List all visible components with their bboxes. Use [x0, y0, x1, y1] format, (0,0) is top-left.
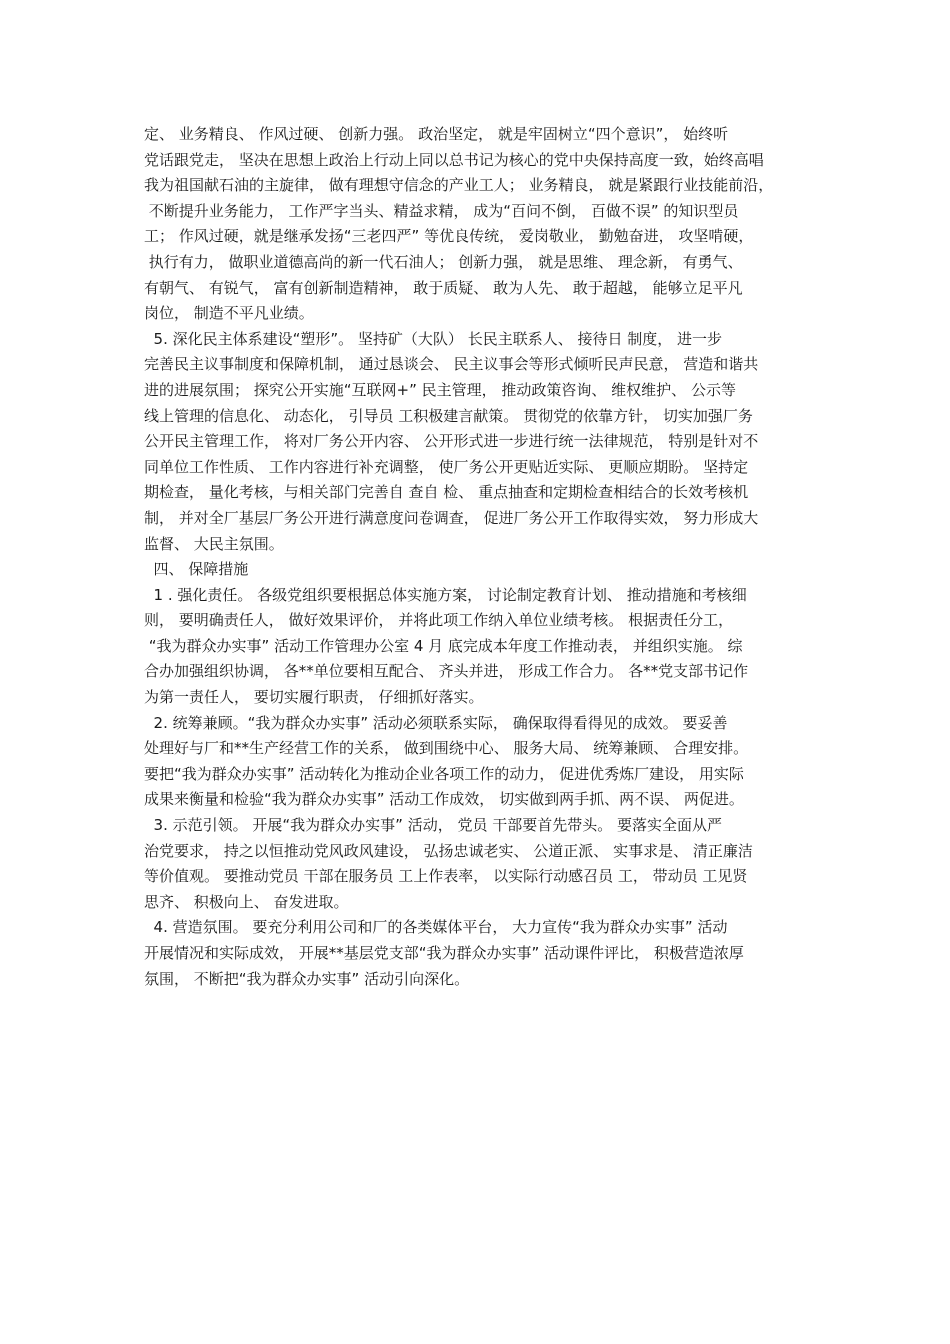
text-line: 开展情况和实际成效， 开展**基层党支部“我为群众办实事” 活动课件评比， 积极营造浓厚 — [144, 944, 744, 962]
text-line: 处理好与厂和**生产经营工作的关系， 做到围绕中心、 服务大局、 统筹兼顾、 合理安排。 — [144, 739, 749, 758]
text-line: 公开民主管理工作， 将对厂务公开内容、 公开形式进一步进行统一法律规范， 特别是针对不 — [144, 432, 759, 451]
text-line: 等价值观。 要推动党员 干部在服务员 工上作表率， 以实际行动感召员 工， 带动员 工见贤 — [144, 867, 748, 886]
text-line: 则， 要明确责任人， 做好效果评价， 并将此项工作纳入单位业绩考核。 根据责任分工， — [144, 611, 734, 630]
text-line: 工； 作风过硬，就是继承发扬“三老四严” 等优良传统， 爱岗敬业， 勤勉奋进， 攻坚啃硬， — [144, 227, 754, 246]
text-line: 完善民主议事制度和保障机制， 通过恳谈会、 民主议事会等形式倾听民声民意， 营造和谐共 — [144, 355, 759, 374]
text-line: 氛围， 不断把“我为群众办实事” 活动引向深化。 — [144, 969, 470, 988]
text-line: 为第一责任人， 要切实履行职责， 仔细抓好落实。 — [144, 688, 484, 707]
text-line: 我为祖国献石油的主旋律， 做有理想守信念的产业工人； 业务精良， 就是紧跟行业技能前沿， — [144, 176, 774, 195]
text-line: 制， 并对全厂基层厂务公开进行满意度问卷调查， 促进厂务公开工作取得实效， 努力形成大 — [144, 508, 759, 527]
paragraph-heading-line: 3. 示范引领。 开展“我为群众办实事” 活动， 党员 干部要首先带头。 要落实全面从严 — [144, 816, 723, 835]
text-line: 期检查， 量化考核，与相关部门完善自 查自 检、 重点抽查和定期检查相结合的长效考核机 — [144, 483, 749, 502]
text-line: 治党要求， 持之以恒推动党风政风建设， 弘扬忠诚老实、 公道正派、 实事求是、 清正廉洁 — [144, 841, 753, 860]
text-line: 岗位， 制造不平凡业绩。 — [144, 304, 314, 323]
section-heading: 四、 保障措施 — [144, 560, 249, 579]
text-line: 进的进展氛围； 探究公开实施“互联网+” 民主管理， 推动政策咨询、 维权维护、 公示等 — [144, 380, 736, 399]
paragraph-heading-line: 2. 统筹兼顾。“我为群众办实事” 活动必须联系实际， 确保取得看得见的成效。 要妥善 — [144, 713, 728, 732]
document-body — [144, 122, 816, 992]
text-line: 要把“我为群众办实事” 活动转化为推动企业各项工作的动力， 促进优秀炼厂建设， 用实际 — [144, 764, 744, 783]
text-line: 合办加强组织协调， 各**单位要相互配合、 齐头并进， 形成工作合力。 各**党支部书记作 — [144, 662, 749, 681]
text-line: 成果来衡量和检验“我为群众办实事” 活动工作成效， 切实做到两手抓、两不误、 两促进。 — [144, 790, 744, 809]
text-line: 同单位工作性质、 工作内容进行补充调整， 使厂务公开更贴近实际、 更顺应期盼。 坚持定 — [144, 457, 749, 476]
text-line: 线上管理的信息化、 动态化， 引导员 工积极建言献策。 贯彻党的依靠方针， 切实加强厂务 — [144, 406, 753, 425]
paragraph-heading-line: 5. 深化民主体系建设“塑形”。 坚持矿（大队） 长民主联系人、 接待日 制度， 进一步 — [144, 329, 723, 348]
text-line: 监督、 大民主氛围。 — [144, 534, 284, 553]
text-line: 执行有力， 做职业道德高尚的新一代石油人； 创新力强， 就是思维、 理念新， 有勇气、 — [144, 252, 743, 271]
text-line: 不断提升业务能力， 工作严字当头、精益求精， 成为“百问不倒， 百做不误” 的知识型员 — [144, 201, 739, 220]
text-line: 党话跟党走， 坚决在思想上政治上行动上同以总书记为核心的党中央保持高度一致，始终高唱 — [144, 150, 764, 169]
text-line: 有朝气、 有锐气， 富有创新制造精神， 敢于质疑、 敢为人先、 敢于超越， 能够立足平凡 — [144, 278, 743, 297]
text-line: 思齐、 积极向上、 奋发进取。 — [144, 892, 349, 911]
paragraph-heading-line: 4. 营造氛围。 要充分利用公司和厂的各类媒体平台， 大力宣传“我为群众办实事” 活动 — [144, 918, 728, 937]
text-line: 定、 业务精良、 作风过硬、 创新力强。 政治坚定， 就是牢固树立“四个意识”， 始终听 — [144, 125, 729, 143]
paragraph-heading-line: 1 . 强化责任。 各级党组织要根据总体实施方案， 讨论制定教育计划、 推动措施和考核细 — [144, 585, 747, 604]
text-line: “我为群众办实事” 活动工作管理办公室 4 月 底完成本年度工作推动表， 并组织实施。 综 — [144, 636, 743, 655]
